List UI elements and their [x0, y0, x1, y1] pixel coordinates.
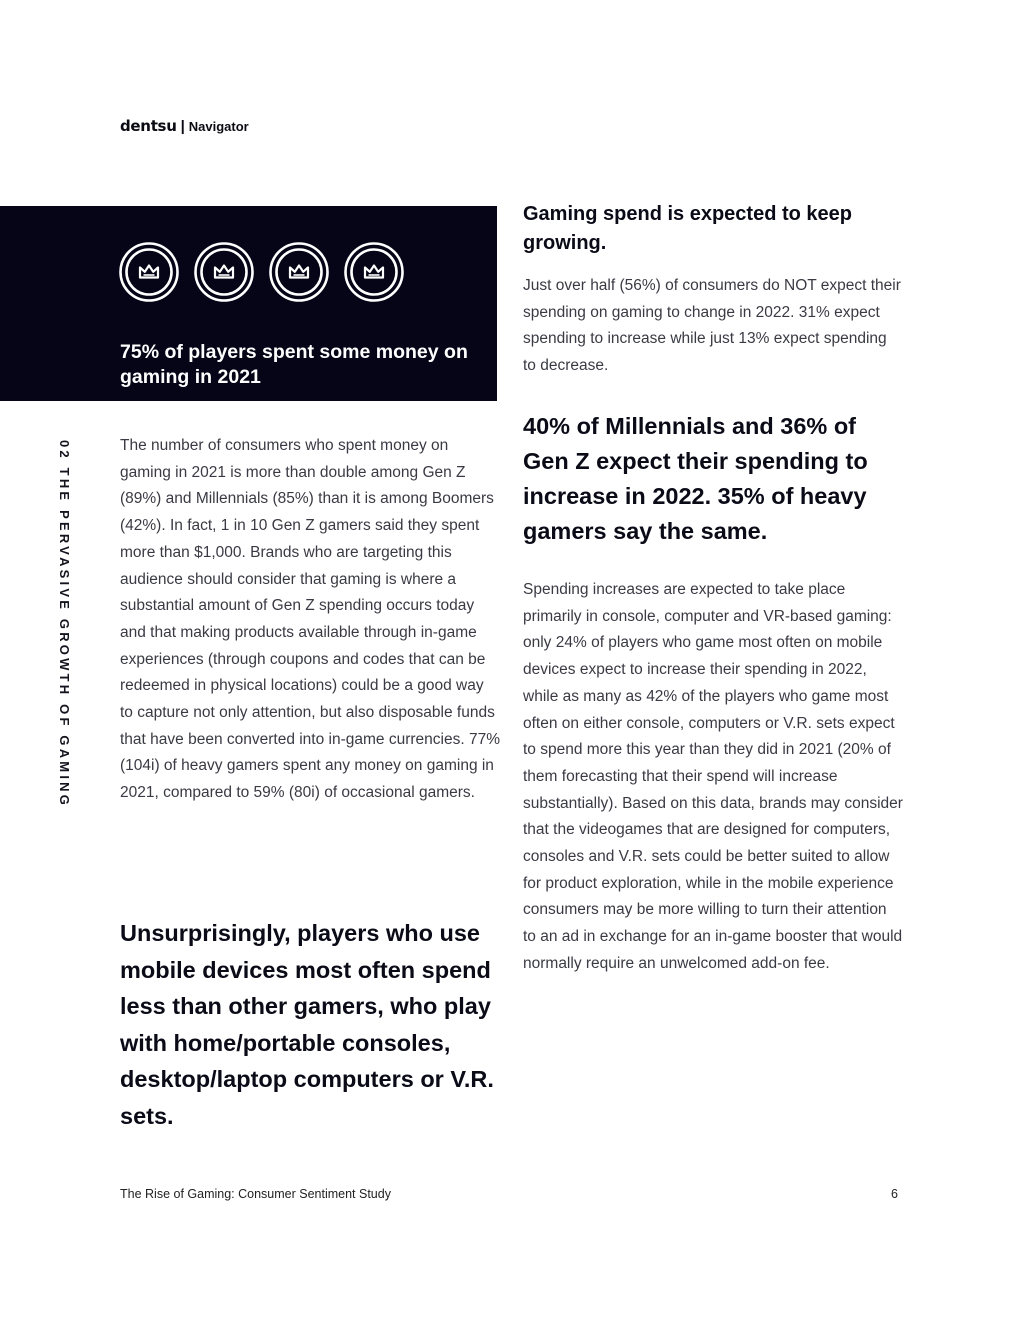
crown-coin-icon: [119, 242, 179, 302]
left-callout: Unsurprisingly, players who use mobile devices most often spend less than other gamers, who play with home/portable consoles, desktop/laptop computers or V.R. sets.: [120, 920, 494, 1129]
highlight-box: [0, 206, 497, 401]
section-label: 02 THE PERVASIVE GROWTH OF GAMING: [57, 440, 72, 809]
brand-name: Navigator: [188, 119, 249, 134]
crown-icon-row: [119, 242, 404, 302]
right-body-text-2: Spending increases are expected to take place primarily in console, computer and VR-based gaming: only 24% of players who game most often on mobile devices expect to increase their spending in 2022, while as many as 42% of the players who game most often on either console, computers or V.R. sets expect to spend more this year than they did in 2021 (20% of them forecasting that their spend will increase substantially). Based on this data, brands may consider that the videogames that are designed for computers, consoles and V.R. sets could be better suited to allow for product exploration, while in the mobile experience consumers may be more willing to turn their attention to an ad in exchange for an in-game booster that would normally require an unwelcomed add-on fee.: [523, 581, 903, 972]
crown-coin-icon: [344, 242, 404, 302]
dentsu-logo: dentsu: [120, 117, 177, 135]
left-body-text: The number of consumers who spent money on gaming in 2021 is more than double among Gen Z (89%) and Millennials (85%) than it is among Boomers (42%). In fact, 1 in 10 Gen Z gamers said they spent more than $1,000. Brands who are targeting this audience should consider that gaming is where a substantial amount of Gen Z spending occurs today and that making products available through in-game experiences (through coupons and codes that can be redeemed in physical locations) could be a good way to capture not only attention, but also disposable funds that have been converted into in-game currencies. 77% (104i) of heavy gamers spent any money on gaming in 2021, compared to 59% (80i) of occasional gamers.: [120, 437, 500, 802]
highlight-stat: 75% of players spent some money on gaming in 2021: [120, 340, 468, 388]
brand-header: [120, 117, 249, 135]
crown-coin-icon: [194, 242, 254, 302]
footer-title: The Rise of Gaming: Consumer Sentiment Study: [120, 1187, 391, 1201]
page-number: 6: [891, 1187, 898, 1201]
brand-separator: |: [180, 118, 185, 135]
crown-coin-icon: [269, 242, 329, 302]
right-body-text-1: Just over half (56%) of consumers do NOT expect their spending on gaming to change in 2022. 31% expect spending to increase while just 13% expect spending to decrease.: [523, 277, 901, 375]
right-heading-millennials: 40% of Millennials and 36% of Gen Z expect their spending to increase in 2022. 35% of heavy gamers say the same.: [523, 413, 868, 544]
right-heading-gaming-spend: Gaming spend is expected to keep growing.: [523, 203, 852, 254]
